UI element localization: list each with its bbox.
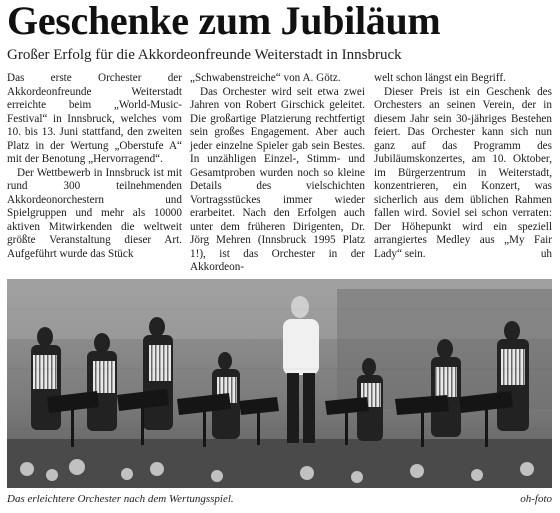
orchestra-photo <box>7 279 552 488</box>
photo-caption: Das erleichtere Orchester nach dem Wertungsspiel. <box>7 493 234 505</box>
article-column-1 <box>7 72 182 261</box>
photo-credit: oh-foto <box>520 493 552 505</box>
orchestra-photo-illustration <box>7 279 552 488</box>
paragraph: Das Orchester wird seit etwa zwei Jahren von Robert Girschick geleitet. Die großartige Platzierung rechtfertigt sein großes Engagement. Aber auch jeder einzelne Spieler gab sein Bestes. In unzähligen Einzel-, Stimm- und Gesamtproben wurden noch so kleine Details des vielschichten Vortragsstückes immer wieder erarbeitet. Nach den Erfolgen auch unter dem früheren Dirigenten, Dr. Jörg Mehren (Innsbruck 1995 Platz 1!), ist das Orchester in der Akkordeon- <box>190 85 365 273</box>
paragraph: Das erste Orchester der Akkordeonfreunde Weiterstadt erreichte beim „World-Music-Festival“ in Innsbruck, welches vom 10. bis 13. Juni stattfand, den zweiten Platz in der Wertung „Oberstufe A“ mit der Benotung „Hervorragend“. <box>7 72 182 165</box>
paragraph: welt schon längst ein Begriff. <box>374 72 506 84</box>
paragraph: „Schwabenstreiche“ von A. Götz. <box>190 72 341 84</box>
headline: Geschenke zum Jubiläum <box>7 0 441 43</box>
paragraph-text: Dieser Preis ist ein Geschenk des Orchesters an seinen Verein, der in diesem Jahr sein 30-jähriges Bestehen feiert. Das Orchester kann sich nun ganz auf das Programm des Jubiläumskonzertes, am 10. Oktober, im Bürgerzentrum in Weiterstadt, konzentrieren, ein Konzert, was sicherlich aus dem üblichen Rahmen fallen wird. Soviel sei schon verraten: Der Höhepunkt wird ein speziell arrangiertes Medley aus „My Fair Lady“ sein. <box>374 85 552 260</box>
subheadline: Großer Erfolg für die Akkordeonfreunde Weiterstadt in Innsbruck <box>7 47 402 63</box>
article-column-2 <box>190 72 365 275</box>
article-column-3 <box>374 72 552 261</box>
paragraph: Der Wettbewerb in Innsbruck ist mit rund 300 teilnehmenden Akkordeonorchestern und Spielgruppen und mehr als 10000 aktiven Mitwirkenden die weltweit größte Veranstaltung dieser Art. Aufgeführt wurde das Stück <box>7 166 182 260</box>
author-signature: uh <box>540 247 552 260</box>
paragraph <box>374 86 552 262</box>
